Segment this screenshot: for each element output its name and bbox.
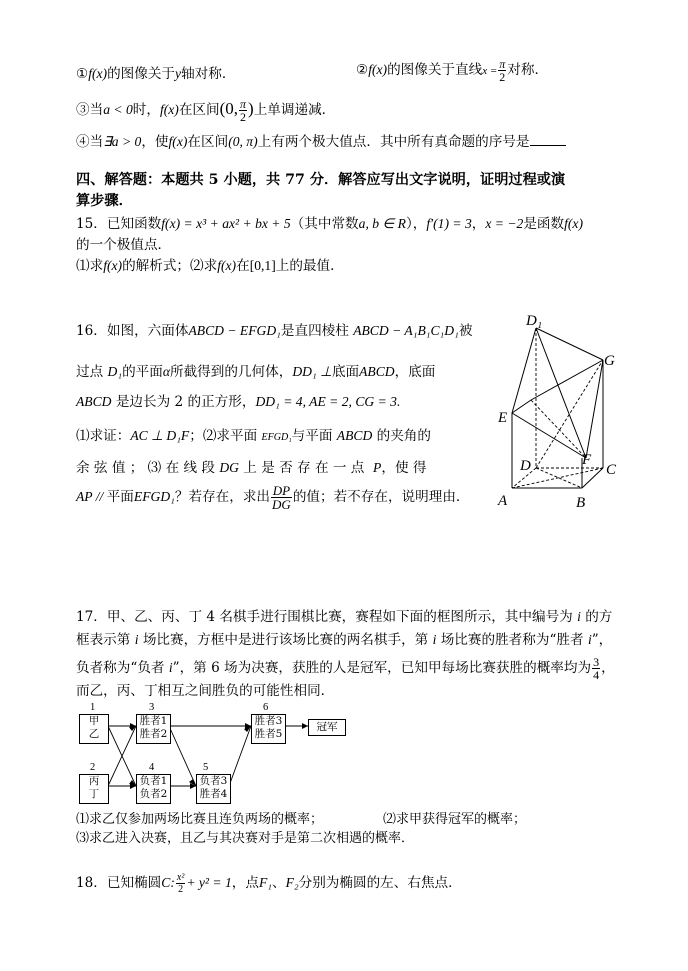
match-5-number: 5 <box>203 762 209 773</box>
match-2-box: 丙 丁 <box>79 774 109 804</box>
label-D: D <box>520 458 531 474</box>
champion-box: 冠军 <box>308 719 346 736</box>
q17-part-3: ⑶求乙进入决赛，且乙与其决赛对手是第二次相遇的概率． <box>76 831 415 846</box>
label-F: F <box>582 452 592 468</box>
label-D1: D₁ <box>526 313 543 329</box>
q17-line2: 框表示第 i 场比赛，方框中是进行该场比赛的两名棋手，第 i 场比赛的胜者称为“胜者 i”， <box>76 632 613 648</box>
q16-solid-figure <box>490 308 630 512</box>
q14-option-3: ③当a < 0时，f(x)在区间(0, $\frac{\pi}{2}$ )上单调递减． <box>76 97 336 124</box>
q14-option-2: ②f(x)的图像关于直线x = $\frac{\pi}{2}$ 对称． <box>356 57 549 84</box>
label-A: A <box>498 493 508 509</box>
section-4-header-line1: 四、解答题：本题共 5 小题，共 77 分．解答应写出文字说明，证明过程或演 <box>76 172 566 188</box>
match-6-box: 胜者3 胜者5 <box>251 714 286 744</box>
q16-line3: ABCD 是边长为 2 的正方形，DD₁ = 4, AE = 2, CG = 3. <box>76 394 401 410</box>
match-1-box: 甲 乙 <box>79 714 109 744</box>
q18-line1: 18．已知椭圆C: $\frac{\text{x²}}{2}$ + y² = 1，点F₁、F₂分别为椭圆的左、右焦点． <box>76 872 462 895</box>
q16-line4: ⑴求证：AC ⊥ D₁F；⑵求平面 EFGD₁与平面 ABCD 的夹角的 <box>76 428 431 444</box>
q15-parts: ⑴求f(x)的解析式；⑵求f(x)在[0,1]上的最值． <box>76 258 344 274</box>
match-4-box: 负者1 负者2 <box>136 774 171 804</box>
q17-line4: 而乙，丙、丁相互之间胜负的可能性相同． <box>76 683 335 699</box>
match-4-number: 4 <box>149 762 155 773</box>
match-5-box: 负者3 胜者4 <box>196 774 231 804</box>
q16-line1: 16．如图，六面体ABCD − EFGD₁是直四棱柱 ABCD − A₁B₁C₁D₁被 <box>76 323 473 339</box>
label-B: B <box>576 495 586 511</box>
q17-parts-1-2: ⑴求乙仅参加两场比赛且连负两场的概率； ⑵求甲获得冠军的概率； <box>76 812 527 827</box>
q15-line1: 15．已知函数f(x) = x³ + ax² + bx + 5（其中常数a, b ∈ R），f′(1) = 3，x = −2是函数f(x) <box>76 216 583 232</box>
q17-line3: 负者称为“负者 i”，第 6 场为决赛，获胜的人是冠军，已知甲每场比赛获胜的概率均为 $\frac{3}{4}$ ， <box>76 655 615 682</box>
q17-line1: 17．甲、乙、丙、丁 4 名棋手进行围棋比赛，赛程如下面的框图所示，其中编号为 i 的方 <box>76 609 613 625</box>
q16-line5: 余 弦 值 ； ⑶ 在 线 段 DG 上 是 否 存 在 一 点 P，使 得 <box>76 460 427 476</box>
q15-line2: 的一个极值点． <box>76 237 172 253</box>
match-1-number: 1 <box>90 702 96 713</box>
match-6-number: 6 <box>263 702 269 713</box>
q14-option-1: ①f(x)的图像关于y轴对称． <box>76 66 236 82</box>
q16-line6: AP // 平面EFGD₁？若存在，求出 $\frac{DP}{DG}$ 的值；若不存在，说明理由． <box>76 483 470 512</box>
match-3-box: 胜者1 胜者2 <box>136 714 171 744</box>
match-3-number: 3 <box>149 702 155 713</box>
label-C: C <box>606 462 617 478</box>
label-G: G <box>604 353 615 369</box>
q16-line2: 过点 D₁的平面α所截得到的几何体，DD₁ ⊥底面ABCD，底面 <box>76 364 436 380</box>
match-2-number: 2 <box>90 762 96 773</box>
section-4-header-line2: 算步骤． <box>76 193 133 209</box>
label-E: E <box>498 410 508 426</box>
q14-option-4: ④当∃a > 0，使f(x)在区间(0, π)上有两个极大值点．其中所有真命题的序号是 <box>76 131 566 152</box>
q17-bracket-diagram <box>76 702 376 810</box>
answer-blank <box>530 131 566 146</box>
